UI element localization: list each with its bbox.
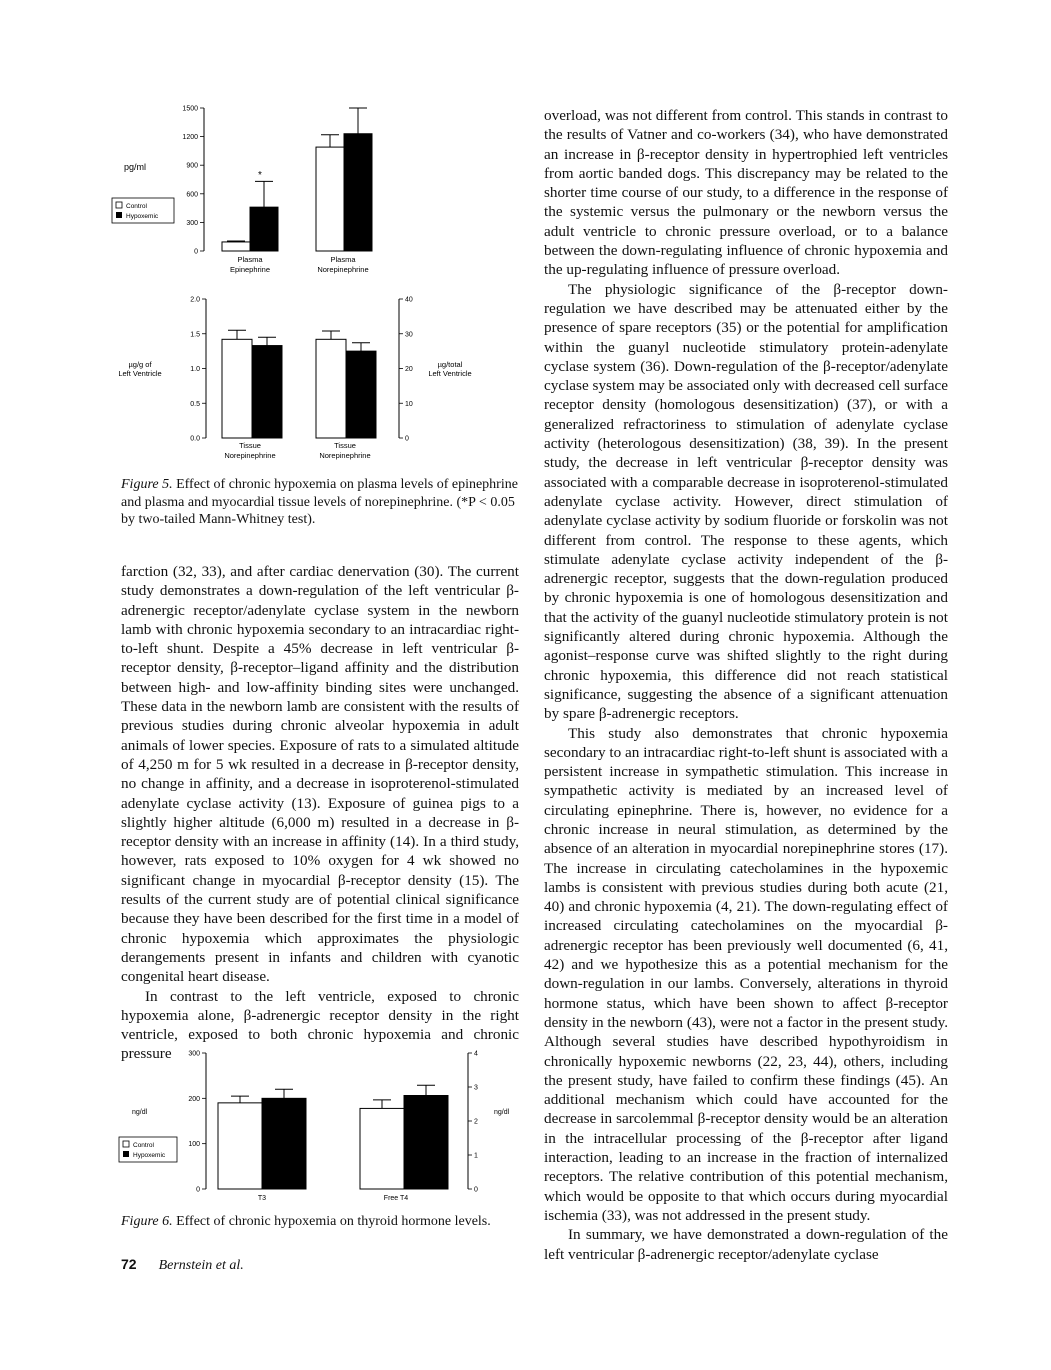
right-text-column [544,106,948,1264]
x-tick-label-tissue-1-l1: Tissue [239,441,261,450]
figure-6-thyroid-chart [110,1045,530,1202]
y-axis-tick-label: 600 [186,191,198,199]
y-axis-left-tick-label: 200 [188,1095,200,1103]
legend [119,1137,177,1162]
x-tick-label-tissue-1-l2: Norepinephrine [224,451,276,460]
y-axis-right-tick-label: 10 [405,400,413,408]
y-axis-right-tick-label: 30 [405,331,413,339]
y-axis-tick-label: 1500 [182,105,198,113]
y-axis-left-tick-label: 300 [188,1050,200,1058]
y-axis-right-tick-label: 0 [474,1186,478,1194]
x-tick-label-plasma-norepinephrine-l1: Plasma [330,255,356,264]
y-axis-right-tick-label: 40 [405,296,413,304]
y-axis-tick-label: 0 [194,248,198,256]
y-axis-left-tick-label: 2.0 [190,296,200,304]
legend-swatch-control [123,1141,129,1147]
legend-swatch-control [116,202,122,208]
bar-control-2 [316,339,346,438]
y-axis-left-tick-label: 1.0 [190,366,200,373]
y-axis-label-left: ng/dl [132,1109,148,1116]
y-axis-left-tick-label: 100 [188,1141,200,1149]
figure-5-tissue-chart [110,288,530,468]
bar-hypoxemic-1 [250,207,278,251]
y-axis-left-tick-label: 0 [196,1186,200,1194]
page-number: 72 [121,1256,137,1272]
paragraph: overload, was not different from control. This stands in contrast to the results of Vatner and co-workers (34), who have demonstrated an increase in β-receptor density in hypertrophied left ventricles from aortic banded dogs. This discrepancy may be related to the shorter time course of our study, to a difference in the response of the systemic versus the pulmonary or the newborn versus the adult ventricle to chronic pressure overload, or to a balance between the down-regulating influence of chronic hypoxemia and the up-regulating influence of pressure overload. [544,107,948,279]
bar-hypoxemic-2 [346,351,376,438]
legend [112,198,174,223]
x-tick-label-plasma-norepinephrine-l2: Norepinephrine [317,265,369,274]
page-footer [121,1256,244,1274]
significance-asterisk: * [258,170,262,181]
figure-5-plasma-chart [110,100,530,280]
paragraph: farction (32, 33), and after cardiac denervation (30). The current study demonstrates a down-regulation of the left ventricular β-adrenergic receptor/adenylate cyclase system in the newborn lamb with chronic hypoxemia secondary to an intracardiac right-to-left shunt. Despite a 45% decrease in left ventricular β-receptor density, β-receptor–ligand affinity and the distribution between high- and low-affinity binding sites were unchanged. These data in the newborn lamb are consistent with the results of previous studies during chronic alveolar hypoxemia in adult animals of lower species. Exposure of rats to a simulated altitude of 4,250 m for 5 wk resulted in a decrease in β-receptor density, no change in affinity, and a decrease in isoproterenol-stimulated adenylate cyclase activity (13). Exposure of guinea pigs to a slightly higher altitude (6,000 m) resulted in a decrease in β-receptor density with an increase in affinity (14). In a third study, however, rats exposed to 10% oxygen for 4 wk showed no significant change in myocardial β-receptor density (15). The results of the current study are of potential clinical significance because they have been described for the first time in a model of chronic hypoxemia which approximates the physiologic derangements present in infants and children with cyanotic congenital heart disease. [121,563,519,986]
y-axis-label-left-l2: Left Ventricle [118,369,162,378]
legend-label-control: Control [133,1142,154,1149]
y-axis-tick-label: 900 [186,162,198,170]
x-tick-label-plasma-epinephrine-l2: Epinephrine [229,265,271,274]
paragraph: The physiologic significance of the β-receptor down-regulation we have described may be attenuated either by the presence of spare receptors (35) or the potential for amplification within the guanyl nucleotide stimulatory protein-adenylate cyclase system (36). Down-regulation of the β-receptor/adenylate cyclase system may be associated only with decreased cell surface receptor density (homologous desensitization) (37), or with a generalized refractoriness to stimulation of adenylate cyclase activity (heterologous desensitization) (38, 39). In the present study, the decrease in left ventricular β-receptor density was associated with a comparable decrease in isoproterenol-stimulated adenylate cyclase activity. However, direct stimulation of adenylate cyclase activity by sodium fluoride or forskolin was not different from control. The response to these agents, which stimulate adenylate cyclase activity independent of the β-adrenergic receptor, suggests that the down-regulation produced by chronic hypoxemia is one of homologous desensitization and that the activity of the guanyl nucleotide stimulatory protein is not significantly altered during chronic hypoxemia. Although the agonist–response curve was shifted slightly to the right during chronic hypoxemia, this difference did not reach statistical significance, suggesting the absence of a significant attenuation by spare β-adrenergic receptors. [544,280,948,723]
bar-control-1 [218,1103,262,1189]
legend-label-hypoxemic: Hypoxemic [126,213,159,220]
bar-hypoxemic-1 [252,346,282,438]
bar-control-1 [222,339,252,438]
y-axis-label: pg/ml [124,162,147,172]
y-axis-label-left-l1: µg/g of [128,360,152,369]
x-tick-label-tissue-2-l2: Norepinephrine [319,451,371,460]
y-axis-right-tick-label: 1 [474,1152,478,1160]
paragraph: In contrast to the left ventricle, exposed to chronic hypoxemia alone, β-adrenergic receptor density in the right ventricle, exposed to both chronic hypoxemia and chronic pressure [121,987,519,1063]
x-tick-label-tissue-2-l1: Tissue [334,441,356,450]
bar-hypoxemic-2 [404,1096,448,1190]
bar-hypoxemic-2 [344,134,372,251]
figure-5-caption [121,476,519,529]
legend-label-hypoxemic: Hypoxemic [133,1152,166,1159]
y-axis-tick-label: 300 [186,219,198,227]
bar-hypoxemic-1 [262,1098,306,1189]
y-axis-right-tick-label: 4 [474,1050,478,1058]
y-axis-right-tick-label: 0 [405,435,409,443]
y-axis-left-tick-label: 1.5 [190,331,200,339]
figure-6-caption [121,1213,521,1231]
y-axis-right-tick-label: 20 [405,366,413,373]
figure-5-caption-label: Figure 5. [121,477,173,492]
y-axis-label-right: ng/dl [494,1109,510,1116]
y-axis-label-right-l2: Left Ventricle [428,369,472,378]
paragraph: In summary, we have demonstrated a down-regulation of the left ventricular β-adrenergic receptor/adenylate cyclase [544,1226,948,1263]
legend-label-control: Control [126,203,147,210]
bar-control-1 [222,242,250,251]
y-axis-tick-label: 1200 [182,134,198,142]
bar-control-2 [360,1108,404,1189]
legend-swatch-hypoxemic [116,212,122,218]
x-tick-label-t3: T3 [257,1195,267,1202]
bar-control-2 [316,147,344,251]
x-tick-label-plasma-epinephrine-l1: Plasma [237,255,263,264]
y-axis-right-tick-label: 3 [474,1084,478,1092]
running-authors: Bernstein et al. [158,1258,244,1273]
y-axis-right-tick-label: 2 [474,1118,478,1126]
x-tick-label-free-t4: Free T4 [383,1195,409,1202]
left-text-column [121,562,519,1064]
figure-5-caption-text: Effect of chronic hypoxemia on plasma levels of epinephrine and plasma and myocardial tissue levels of norepinephrine. (*P < 0.05 by two-tailed Mann-Whitney test). [121,477,518,527]
y-axis-left-tick-label: 0.0 [190,435,200,443]
y-axis-label-right-l1: µg/total [437,360,463,369]
y-axis-left-tick-label: 0.5 [190,400,200,408]
figure-6-caption-text: Effect of chronic hypoxemia on thyroid hormone levels. [172,1214,491,1229]
figure-6-caption-label: Figure 6. [121,1214,173,1229]
legend-swatch-hypoxemic [123,1151,129,1157]
paragraph: This study also demonstrates that chronic hypoxemia secondary to an intracardiac right-to-left shunt is associated with a persistent increase in sympathetic stimulation. This increase in sympathetic activity is mediated by an increased level of circulating epinephrine. There is, however, no evidence for a chronic increase in neural stimulation, as determined by the absence of an alteration in myocardial norepinephrine stores (17). The increase in circulating catecholamines in the hypoxemic lambs is consistent with previous studies during both acute (21, 40) and chronic hypoxemia (4, 21). The down-regulating effect of increased circulating catecholamines on the myocardial β-adrenergic receptor has been previously well documented (6, 41, 42) and we hypothesize this as a potential mechanism for the down-regulation in our lambs. Conversely, alterations in thyroid hormone status, which have been shown to affect β-receptor density in the newborn (43), were not a factor in the present study. Although several studies have described hypothyroidism in chronically hypoxemic newborns (22, 23, 44), others, including the present study, have failed to confirm these findings (45). An additional mechanism which could have accounted for the decrease in sarcolemmal β-receptor density would be an alteration in the intracellular processing of the β-receptor after ligand interaction, leading to an increase in the fraction of internalized receptors. The relative contribution of this potential mechanism, which would be opposite to that which occurs during myocardial ischemia (33), was not addressed in the present study. [544,724,948,1224]
